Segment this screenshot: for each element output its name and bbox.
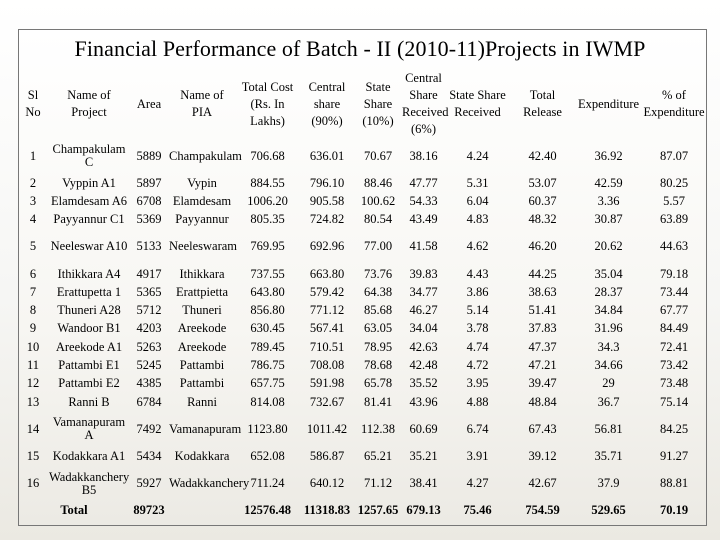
cell-sl: 16 bbox=[26, 476, 40, 491]
cell-central-received: 60.69 bbox=[409, 421, 438, 436]
table-row bbox=[18, 192, 707, 210]
cell-pct: 44.63 bbox=[659, 239, 689, 254]
cell-total-cost: 805.35 bbox=[250, 212, 285, 227]
cell-total-release: 48.84 bbox=[528, 394, 557, 409]
cell-area: 5133 bbox=[136, 239, 162, 254]
cell-project: Vyppin A1 bbox=[62, 175, 116, 190]
table-row bbox=[18, 466, 707, 502]
table-row bbox=[18, 211, 707, 229]
cell-pia: Wadakkanchery bbox=[169, 476, 250, 491]
cell-sl: 6 bbox=[29, 266, 37, 281]
cell-expenditure: 37.9 bbox=[597, 476, 620, 491]
cell-pia: Elamdesam bbox=[172, 193, 232, 208]
header-expenditure: Expenditure bbox=[577, 96, 640, 111]
cell-total-release: 53.07 bbox=[528, 175, 557, 190]
cell-central-share: 1011.42 bbox=[306, 421, 348, 436]
totals-state-share: 1257.65 bbox=[357, 503, 399, 518]
cell-pct: 73.42 bbox=[659, 358, 689, 373]
cell-area: 4203 bbox=[136, 321, 162, 336]
cell-state-received: 3.95 bbox=[466, 376, 489, 391]
cell-pia: Payyannur bbox=[175, 212, 229, 227]
cell-project: Champakulam C bbox=[52, 142, 126, 169]
cell-pia: Thuneri bbox=[182, 303, 222, 318]
cell-central-share: 710.51 bbox=[309, 339, 345, 354]
cell-project: Pattambi E1 bbox=[58, 358, 120, 373]
header-sl: Sl No bbox=[25, 88, 41, 119]
cell-pct: 67.77 bbox=[659, 303, 689, 318]
cell-total-release: 60.37 bbox=[528, 193, 557, 208]
cell-sl: 2 bbox=[29, 175, 37, 190]
totals-central-share: 11318.83 bbox=[303, 503, 351, 518]
cell-central-received: 34.04 bbox=[409, 321, 438, 336]
cell-project: Areekode A1 bbox=[55, 339, 123, 354]
cell-area: 4917 bbox=[136, 266, 162, 281]
table-row bbox=[18, 174, 707, 192]
cell-central-received: 35.21 bbox=[409, 448, 438, 463]
cell-total-release: 38.63 bbox=[528, 284, 557, 299]
totals-total-cost: 12576.48 bbox=[244, 503, 291, 518]
cell-total-cost: 786.75 bbox=[250, 358, 285, 373]
cell-state-received: 4.27 bbox=[466, 476, 489, 491]
cell-pct: 84.49 bbox=[659, 321, 689, 336]
cell-area: 5712 bbox=[136, 303, 162, 318]
cell-central-share: 905.58 bbox=[309, 193, 345, 208]
cell-state-received: 4.83 bbox=[466, 212, 489, 227]
header-row bbox=[18, 70, 707, 138]
header-pct-expenditure: % of Expenditure bbox=[643, 88, 705, 119]
cell-sl: 11 bbox=[26, 358, 40, 373]
header-total-cost: Total Cost (Rs. In Lakhs) bbox=[241, 79, 294, 128]
cell-pia: Ranni bbox=[187, 394, 217, 409]
cell-total-cost: 884.55 bbox=[250, 175, 285, 190]
header-pia: Name of PIA bbox=[180, 88, 224, 119]
cell-state-share: 65.78 bbox=[363, 376, 393, 391]
cell-project: Elamdesam A6 bbox=[50, 193, 128, 208]
cell-area: 5369 bbox=[136, 212, 162, 227]
cell-total-release: 46.20 bbox=[528, 239, 557, 254]
cell-state-share: 71.12 bbox=[363, 476, 393, 491]
table-row bbox=[18, 356, 707, 374]
cell-central-received: 54.33 bbox=[409, 193, 438, 208]
cell-state-share: 77.00 bbox=[363, 239, 393, 254]
header-area: Area bbox=[136, 96, 162, 111]
cell-expenditure: 3.36 bbox=[597, 193, 620, 208]
cell-area: 5263 bbox=[136, 339, 162, 354]
table-row bbox=[18, 265, 707, 283]
table-row bbox=[18, 411, 707, 447]
cell-state-share: 73.76 bbox=[363, 266, 393, 281]
cell-total-cost: 789.45 bbox=[250, 339, 285, 354]
cell-sl: 7 bbox=[29, 284, 37, 299]
cell-sl: 13 bbox=[26, 394, 40, 409]
cell-total-cost: 856.80 bbox=[250, 303, 285, 318]
cell-project: Ithikkara A4 bbox=[57, 266, 121, 281]
cell-total-cost: 737.55 bbox=[250, 266, 285, 281]
cell-pct: 72.41 bbox=[659, 339, 689, 354]
cell-total-cost: 630.45 bbox=[250, 321, 285, 336]
cell-total-cost: 1123.80 bbox=[247, 421, 288, 436]
cell-state-received: 4.72 bbox=[466, 358, 489, 373]
cell-total-release: 67.43 bbox=[528, 421, 557, 436]
cell-central-share: 732.67 bbox=[309, 394, 345, 409]
cell-project: Pattambi E2 bbox=[58, 376, 120, 391]
cell-expenditure: 31.96 bbox=[594, 321, 623, 336]
cell-pia: Champakulam bbox=[169, 148, 242, 163]
cell-expenditure: 56.81 bbox=[594, 421, 623, 436]
cell-central-received: 38.41 bbox=[409, 476, 438, 491]
cell-pct: 73.48 bbox=[659, 376, 689, 391]
cell-expenditure: 35.71 bbox=[594, 448, 623, 463]
cell-sl: 14 bbox=[26, 421, 40, 436]
cell-project: Payyannur C1 bbox=[53, 212, 125, 227]
cell-total-cost: 643.80 bbox=[250, 284, 285, 299]
cell-area: 5897 bbox=[136, 175, 162, 190]
cell-central-share: 771.12 bbox=[309, 303, 345, 318]
cell-central-received: 42.48 bbox=[409, 358, 438, 373]
totals-state-received: 75.46 bbox=[463, 503, 492, 518]
cell-sl: 9 bbox=[29, 321, 37, 336]
cell-state-share: 65.21 bbox=[363, 448, 393, 463]
cell-state-received: 4.62 bbox=[466, 239, 489, 254]
cell-central-share: 796.10 bbox=[309, 175, 345, 190]
cell-state-received: 3.78 bbox=[466, 321, 489, 336]
cell-state-received: 5.31 bbox=[466, 175, 489, 190]
cell-pct: 84.25 bbox=[659, 421, 689, 436]
cell-expenditure: 42.59 bbox=[594, 175, 623, 190]
cell-expenditure: 29 bbox=[602, 376, 615, 391]
cell-total-release: 51.41 bbox=[528, 303, 557, 318]
table-row bbox=[18, 393, 707, 411]
header-total-release: Total Release bbox=[523, 88, 562, 119]
cell-state-received: 6.74 bbox=[466, 421, 489, 436]
cell-central-received: 38.16 bbox=[409, 148, 438, 163]
cell-project: Wandoor B1 bbox=[57, 321, 121, 336]
cell-total-cost: 1006.20 bbox=[247, 193, 288, 208]
table-row bbox=[18, 447, 707, 465]
cell-pct: 91.27 bbox=[659, 448, 689, 463]
cell-area: 4385 bbox=[136, 376, 162, 391]
cell-expenditure: 34.66 bbox=[594, 358, 623, 373]
cell-pia: Vamanapuram bbox=[169, 421, 242, 436]
cell-project: Kodakkara A1 bbox=[52, 448, 126, 463]
cell-area: 5889 bbox=[136, 148, 162, 163]
cell-state-share: 70.67 bbox=[363, 148, 393, 163]
cell-central-share: 586.87 bbox=[309, 448, 345, 463]
cell-total-release: 42.40 bbox=[528, 148, 557, 163]
cell-state-share: 85.68 bbox=[363, 303, 393, 318]
cell-pia: Vypin bbox=[187, 175, 217, 190]
cell-central-share: 579.42 bbox=[309, 284, 345, 299]
totals-central-received: 679.13 bbox=[406, 503, 441, 518]
totals-pia-blank bbox=[168, 502, 236, 520]
header-project: Name of Project bbox=[67, 88, 111, 119]
cell-central-share: 708.08 bbox=[309, 358, 345, 373]
cell-central-share: 724.82 bbox=[309, 212, 345, 227]
cell-central-received: 46.27 bbox=[409, 303, 438, 318]
cell-central-received: 34.77 bbox=[409, 284, 438, 299]
cell-central-share: 640.12 bbox=[309, 476, 345, 491]
cell-area: 7492 bbox=[136, 421, 162, 436]
cell-sl: 5 bbox=[29, 239, 37, 254]
cell-state-share: 88.46 bbox=[363, 175, 393, 190]
cell-pia: Areekode bbox=[177, 321, 227, 336]
totals-row bbox=[18, 502, 707, 520]
cell-total-cost: 652.08 bbox=[250, 448, 285, 463]
cell-area: 5434 bbox=[136, 448, 162, 463]
financial-table bbox=[18, 70, 707, 520]
cell-total-release: 39.47 bbox=[528, 376, 557, 391]
totals-pct: 70.19 bbox=[659, 503, 689, 518]
cell-project: Erattupetta 1 bbox=[56, 284, 122, 299]
cell-state-share: 112.38 bbox=[361, 421, 395, 436]
cell-pia: Erattpietta bbox=[175, 284, 229, 299]
cell-sl: 10 bbox=[26, 339, 40, 354]
cell-sl: 1 bbox=[29, 148, 37, 163]
cell-sl: 8 bbox=[29, 303, 37, 318]
cell-project: Ranni B bbox=[68, 394, 110, 409]
table-row bbox=[18, 338, 707, 356]
cell-state-share: 64.38 bbox=[363, 284, 393, 299]
cell-expenditure: 30.87 bbox=[594, 212, 623, 227]
cell-state-share: 81.41 bbox=[363, 394, 393, 409]
cell-central-share: 567.41 bbox=[309, 321, 345, 336]
cell-state-received: 3.86 bbox=[466, 284, 489, 299]
totals-area: 89723 bbox=[133, 503, 165, 518]
cell-central-share: 636.01 bbox=[309, 148, 345, 163]
cell-central-received: 43.96 bbox=[409, 394, 438, 409]
cell-sl: 12 bbox=[26, 376, 40, 391]
cell-state-share: 78.95 bbox=[363, 339, 393, 354]
page-title: Financial Performance of Batch - II (2010-11)Projects in IWMP bbox=[74, 36, 646, 61]
cell-state-received: 4.88 bbox=[466, 394, 489, 409]
cell-total-release: 42.67 bbox=[528, 476, 557, 491]
cell-state-received: 4.24 bbox=[466, 148, 489, 163]
cell-total-release: 48.32 bbox=[528, 212, 557, 227]
totals-expenditure: 529.65 bbox=[591, 503, 626, 518]
cell-total-cost: 711.24 bbox=[250, 476, 285, 491]
cell-state-share: 80.54 bbox=[363, 212, 393, 227]
cell-total-cost: 657.75 bbox=[250, 376, 285, 391]
cell-expenditure: 35.04 bbox=[594, 266, 623, 281]
cell-central-share: 591.98 bbox=[309, 376, 345, 391]
cell-central-received: 43.49 bbox=[409, 212, 438, 227]
cell-expenditure: 34.3 bbox=[597, 339, 620, 354]
header-state-received: State Share Received bbox=[449, 88, 506, 119]
cell-pct: 88.81 bbox=[659, 476, 689, 491]
table-row bbox=[18, 320, 707, 338]
cell-area: 6784 bbox=[136, 394, 162, 409]
cell-state-received: 3.91 bbox=[466, 448, 489, 463]
cell-state-share: 78.68 bbox=[363, 358, 393, 373]
cell-total-release: 44.25 bbox=[528, 266, 557, 281]
cell-pct: 5.57 bbox=[663, 193, 685, 208]
cell-central-share: 692.96 bbox=[309, 239, 345, 254]
cell-pct: 73.44 bbox=[659, 284, 689, 299]
cell-central-received: 39.83 bbox=[409, 266, 438, 281]
table-row bbox=[18, 229, 707, 265]
cell-central-received: 42.63 bbox=[409, 339, 438, 354]
cell-pia: Neeleswaram bbox=[169, 239, 238, 254]
cell-project: Wadakkanchery B5 bbox=[49, 469, 130, 497]
cell-expenditure: 20.62 bbox=[594, 239, 623, 254]
header-central-share: Central share (90%) bbox=[308, 79, 346, 128]
cell-state-received: 6.04 bbox=[466, 193, 489, 208]
cell-pct: 75.14 bbox=[659, 394, 689, 409]
cell-pia: Kodakkara bbox=[174, 448, 230, 463]
cell-central-share: 663.80 bbox=[309, 266, 345, 281]
cell-pia: Pattambi bbox=[179, 358, 225, 373]
cell-pct: 63.89 bbox=[659, 212, 689, 227]
header-central-received: Central Share Received (6%) bbox=[402, 71, 449, 136]
cell-total-release: 47.37 bbox=[528, 339, 557, 354]
cell-total-release: 39.12 bbox=[528, 448, 557, 463]
cell-total-release: 47.21 bbox=[528, 358, 557, 373]
cell-pia: Areekode bbox=[177, 339, 227, 354]
cell-expenditure: 34.84 bbox=[594, 303, 623, 318]
table-body bbox=[18, 138, 707, 502]
cell-state-share: 63.05 bbox=[363, 321, 393, 336]
cell-state-received: 4.43 bbox=[466, 266, 489, 281]
cell-sl: 15 bbox=[26, 448, 40, 463]
cell-total-release: 37.83 bbox=[528, 321, 557, 336]
table-row bbox=[18, 283, 707, 301]
cell-area: 5245 bbox=[136, 358, 162, 373]
cell-expenditure: 36.92 bbox=[594, 148, 623, 163]
cell-sl: 3 bbox=[29, 193, 37, 208]
cell-pct: 80.25 bbox=[659, 175, 689, 190]
cell-total-cost: 769.95 bbox=[250, 239, 285, 254]
cell-area: 5365 bbox=[136, 284, 162, 299]
cell-project: Thuneri A28 bbox=[57, 303, 121, 318]
cell-area: 6708 bbox=[136, 193, 162, 208]
cell-pct: 87.07 bbox=[659, 148, 689, 163]
cell-project: Vamanapuram A bbox=[52, 415, 126, 443]
cell-expenditure: 28.37 bbox=[594, 284, 623, 299]
cell-area: 5927 bbox=[136, 476, 162, 491]
cell-expenditure: 36.7 bbox=[597, 394, 620, 409]
table-row bbox=[18, 138, 707, 174]
cell-central-received: 41.58 bbox=[409, 239, 438, 254]
table-row bbox=[18, 301, 707, 319]
cell-sl: 4 bbox=[29, 212, 37, 227]
cell-state-received: 4.74 bbox=[466, 339, 489, 354]
cell-state-received: 5.14 bbox=[466, 303, 489, 318]
cell-central-received: 47.77 bbox=[409, 175, 438, 190]
header-state-share: State Share (10%) bbox=[362, 79, 394, 128]
cell-pia: Pattambi bbox=[179, 376, 225, 391]
cell-central-received: 35.52 bbox=[409, 376, 438, 391]
cell-pia: Ithikkara bbox=[179, 266, 225, 281]
cell-state-share: 100.62 bbox=[360, 193, 396, 208]
totals-label: Total bbox=[60, 503, 88, 518]
cell-total-cost: 706.68 bbox=[250, 148, 285, 163]
table-row bbox=[18, 375, 707, 393]
totals-total-release: 754.59 bbox=[525, 503, 560, 518]
cell-pct: 79.18 bbox=[659, 266, 689, 281]
cell-project: Neeleswar A10 bbox=[50, 239, 128, 254]
cell-total-cost: 814.08 bbox=[250, 394, 285, 409]
